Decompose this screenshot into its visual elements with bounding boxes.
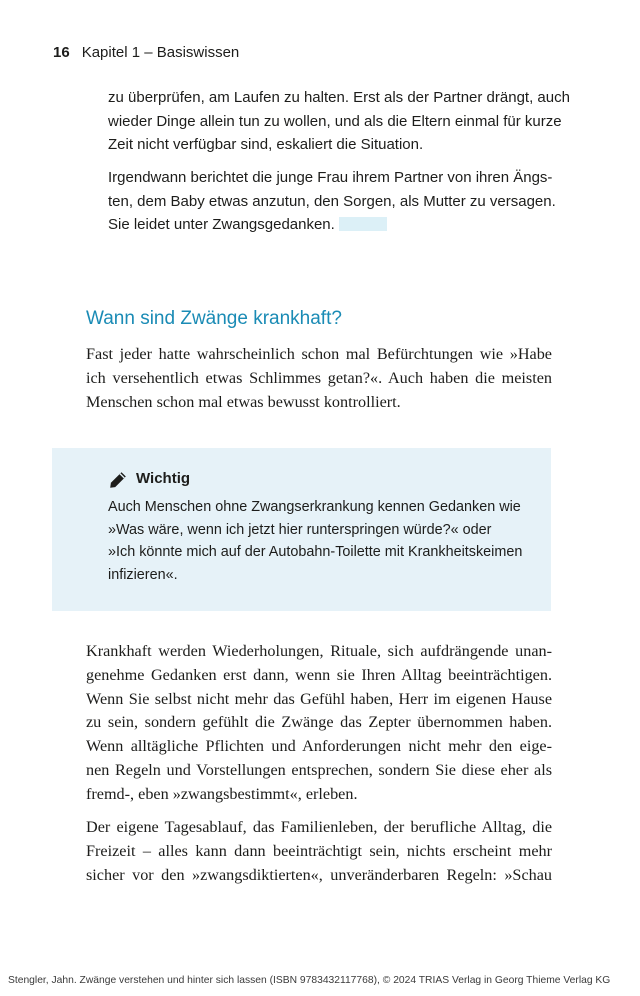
body-paragraph-2	[86, 816, 552, 887]
text-line: wieder Dinge allein tun zu wollen, und als die Eltern einmal für kurze	[108, 112, 562, 130]
text-line: ten, dem Baby etwas anzutun, den Sorgen, als Mutter zu versagen.	[108, 192, 556, 210]
text-line: Auch Menschen ohne Zwangserkrankung kennen Gedanken wie	[108, 499, 521, 515]
text-line: nen Regeln und Vorstellungen entsprechen, sondern Sie diese eher als	[86, 760, 552, 779]
info-box-title-text: Wichtig	[136, 470, 191, 487]
text-line: zu sein, sondern gefühlt die Zwänge das Zepter übernommen haben.	[86, 713, 552, 732]
citation-footer: Stengler, Jahn. Zwänge verstehen und hinter sich lassen (ISBN 9783432117768), © 2024 TRIAS Verlag in Georg Thieme Verlag KG	[8, 975, 611, 986]
text-line: Wenn alltägliche Pflichten und Anforderungen nicht mehr den eige-	[86, 737, 552, 756]
text-line: genehme Gedanken erst dann, wenn sie Ihren Alltag beeinträchtigen.	[86, 665, 552, 684]
text-line: Sie leidet unter Zwangsgedanken.	[108, 216, 335, 233]
page-number: 16	[53, 44, 70, 61]
highlight-marker	[339, 217, 387, 231]
text-line: »Ich könnte mich auf der Autobahn-Toilette mit Krankheitskeimen	[108, 544, 523, 560]
running-header	[53, 44, 239, 64]
text-line: Wenn Sie selbst nicht mehr das Gefühl haben, Herr im eigenen Hause	[86, 689, 552, 708]
chapter-title: Kapitel 1 – Basiswissen	[81, 44, 240, 61]
text-line: Fast jeder hatte wahrscheinlich schon mal Befürchtungen wie »Habe	[86, 345, 552, 363]
text-line: »Was wäre, wenn ich jetzt hier runterspringen würde?« oder	[108, 521, 492, 538]
text-line: Freizeit – alles kann dann beeinträchtigt sein, nichts erscheint mehr	[86, 841, 552, 860]
info-box	[52, 448, 551, 611]
section-heading: Wann sind Zwänge krankhaft?	[86, 308, 342, 329]
text-line: Irgendwann berichtet die junge Frau ihrem Partner von ihren Ängs-	[108, 169, 553, 186]
text-line: fremd-, eben »zwangsbestimmt«, erleben.	[86, 784, 358, 803]
text-line: Krankhaft werden Wiederholungen, Rituale, sich aufdrängende unan-	[86, 642, 552, 660]
intro-paragraph-2	[108, 166, 556, 237]
info-box-body	[108, 496, 538, 586]
section-paragraph	[86, 343, 552, 414]
text-line: zu überprüfen, am Laufen zu halten. Erst als der Partner drängt, auch	[108, 89, 570, 106]
text-line-with-highlight	[108, 213, 548, 237]
text-line: sicher vor den »zwangsdiktierten«, unveränderbaren Regeln: »Schau	[86, 865, 552, 884]
text-line: ich versehentlich etwas Schlimmes getan?«. Auch haben die meisten	[86, 368, 552, 387]
text-line: infizieren«.	[108, 566, 178, 583]
text-line: Zeit nicht verfügbar sind, eskaliert die Situation.	[108, 136, 424, 153]
intro-paragraph-1	[108, 86, 570, 157]
text-line: Menschen schon mal etwas bewusst kontrolliert.	[86, 392, 401, 411]
text-line: Der eigene Tagesablauf, das Familienleben, der berufliche Alltag, die	[86, 818, 552, 836]
body-paragraph-1	[86, 640, 552, 807]
info-box-title	[108, 470, 190, 487]
